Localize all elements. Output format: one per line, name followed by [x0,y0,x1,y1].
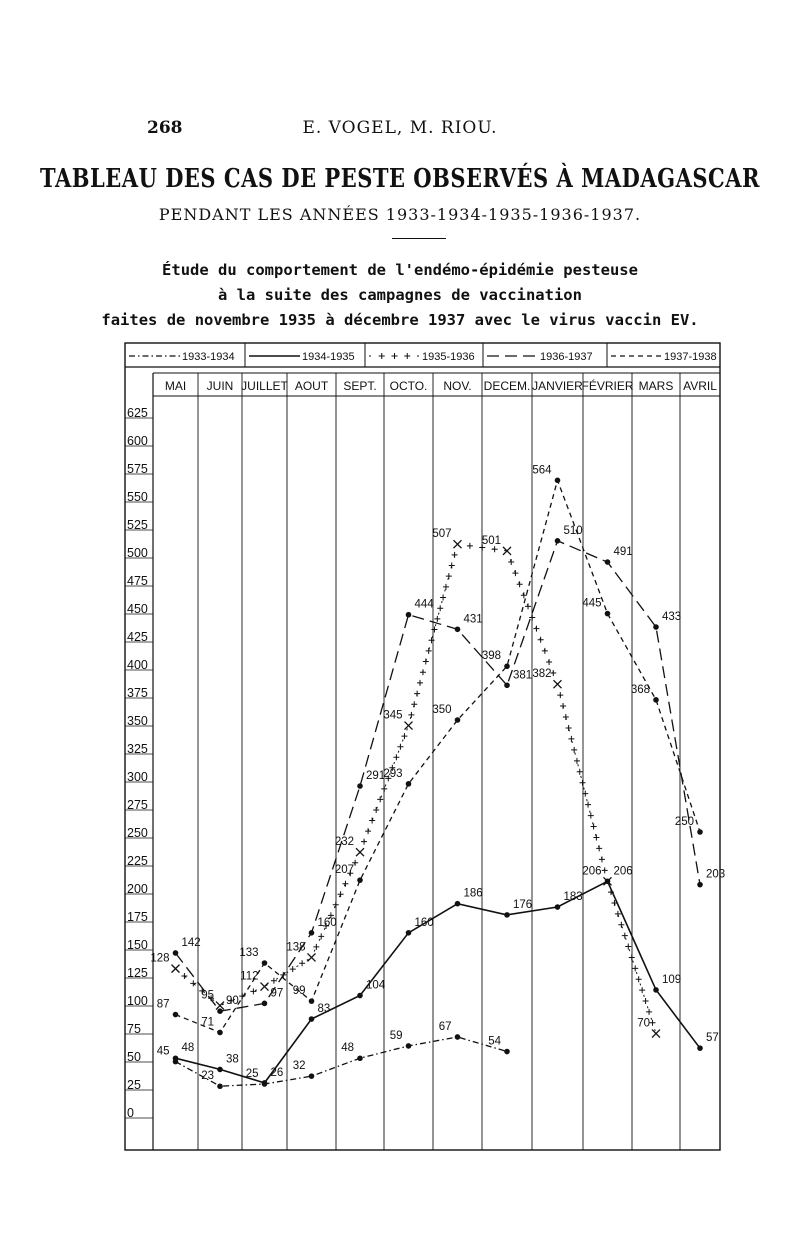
cross-marker [377,796,383,802]
month-label-février: FÉVRIER [581,379,634,393]
data-point [357,877,363,883]
data-point [309,1073,315,1079]
y-tick-label: 525 [127,518,148,532]
cross-marker [467,543,473,549]
legend-entry-3 [369,351,475,363]
data-label: 87 [156,998,170,1011]
cross-marker [408,712,414,718]
data-point [653,697,659,703]
data-point [455,626,461,632]
y-tick-label: 475 [127,574,148,588]
data-label: 206 [613,865,633,878]
data-label: 25 [245,1068,259,1080]
data-label: 176 [513,898,533,911]
cross-marker [392,353,398,359]
y-tick-label: 25 [127,1078,141,1092]
legend-label: 1934-1935 [302,351,355,363]
cross-marker [417,680,423,686]
data-label: 160 [414,916,434,929]
data-point [217,1030,223,1036]
data-point [217,1067,223,1073]
data-point [309,998,315,1004]
month-label-octo: OCTO. [389,379,428,393]
data-point [504,663,510,669]
cross-marker [622,933,628,939]
data-point [308,953,316,961]
cross-marker [397,744,403,750]
cross-marker [365,828,371,834]
data-label: 67 [438,1020,452,1033]
data-point [605,611,611,617]
data-label: 90 [226,995,239,1008]
cross-marker [181,973,187,979]
data-label: 431 [463,613,483,626]
y-tick-label: 600 [127,434,148,448]
data-point [406,1043,412,1049]
data-point [652,1030,660,1038]
cross-marker [437,605,443,611]
y-tick-label: 375 [127,686,148,700]
data-point [406,930,412,936]
data-label: 109 [662,973,682,986]
legend-entry-1 [129,351,235,363]
data-label: 71 [201,1016,214,1029]
data-label: 57 [706,1032,719,1045]
cross-marker [625,944,631,950]
cross-marker [429,637,435,643]
data-label: 45 [156,1045,170,1058]
series-line [176,544,657,1033]
series-line [176,541,701,1011]
data-point [455,717,461,723]
y-tick-label: 400 [127,658,148,672]
month-label-avril: AVRIL [683,379,717,393]
data-point [504,912,510,918]
data-label: 433 [662,611,682,624]
cross-marker [571,747,577,753]
data-label: 507 [432,528,452,541]
month-label-nov: NOV. [443,379,472,393]
cross-marker [404,353,410,359]
data-point [653,624,659,630]
cross-marker [313,944,319,950]
y-tick-label: 275 [127,798,148,812]
data-label: 491 [613,546,633,559]
data-point [555,478,561,484]
data-label: 59 [389,1029,403,1042]
legend-label: 1935-1936 [422,351,475,363]
y-tick-label: 175 [127,910,148,924]
cross-marker [190,980,196,986]
data-point [217,1008,223,1014]
cross-marker [521,592,527,598]
data-label: 142 [181,936,201,949]
y-tick-label: 300 [127,770,148,784]
running-head: E. VOGEL, M. RIOU. [302,118,498,138]
cross-marker [557,692,563,698]
cross-marker [566,725,572,731]
cross-marker [369,818,375,824]
cross-marker [546,659,552,665]
data-label: 291 [366,770,386,783]
data-label: 250 [674,816,694,828]
month-label-mai: MAI [164,379,187,393]
cross-marker [426,648,432,654]
data-point [262,1080,268,1086]
cross-marker [591,824,597,830]
cross-marker [533,626,539,632]
data-label: 382 [532,668,552,681]
cross-marker [618,922,624,928]
cross-marker [593,834,599,840]
data-point [309,930,315,936]
cross-marker [568,736,574,742]
data-label: 32 [292,1060,306,1073]
month-label-mars: MARS [638,379,674,393]
cross-marker [588,813,594,819]
cross-marker [512,570,518,576]
data-point [217,1083,223,1089]
cross-marker [379,353,385,359]
legend-entry-2 [249,351,355,363]
month-label-decem: DECEM. [483,379,531,393]
data-label: 133 [239,947,259,960]
description-line-1: Étude du comportement de l'endémo-épidémie pesteuse [162,261,638,279]
data-label: 368 [630,683,650,696]
data-point [262,1001,268,1007]
page-number: 268 [147,118,183,138]
data-point [356,848,364,856]
data-label: 99 [292,985,306,998]
y-tick-label: 325 [127,742,148,756]
y-tick-label: 0 [127,1106,134,1120]
data-label: 186 [463,887,483,900]
y-tick-label: 425 [127,630,148,644]
data-point [405,722,413,730]
y-tick-label: 625 [127,406,148,420]
cross-marker [643,998,649,1004]
cross-marker [563,714,569,720]
cross-marker [250,988,256,994]
data-point [357,1055,363,1061]
legend-entry-4 [487,351,593,363]
data-label: 564 [532,464,552,477]
y-tick-label: 150 [127,938,148,952]
cross-marker [615,911,621,917]
figure-title: TABLEAU DES CAS DE PESTE OBSERVÉS À MADAGASCAR [39,161,761,194]
cross-marker [596,845,602,851]
cross-marker [381,786,387,792]
description-line-2: à la suite des campagnes de vaccination [218,286,582,304]
data-label: 206 [582,865,602,878]
y-tick-label: 100 [127,994,148,1008]
chart-frame [125,343,720,1150]
legend-label: 1937-1938 [664,351,717,363]
legend-label: 1933-1934 [182,351,235,363]
cross-marker [299,960,305,966]
data-point [697,882,703,888]
cross-marker [434,616,440,622]
data-point [555,538,561,544]
month-label-aout: AOUT [294,379,329,393]
cross-marker [542,648,548,654]
y-tick-label: 125 [127,966,148,980]
series-1933-1934 [157,1021,510,1089]
data-point [504,1049,510,1055]
data-label: 207 [334,864,354,877]
data-label: 48 [341,1042,354,1055]
cross-marker [446,573,452,579]
data-label: 128 [150,952,170,965]
figure-subtitle: PENDANT LES ANNÉES 1933-1934-1935-1936-1937. [158,205,642,224]
data-label: 26 [270,1066,284,1079]
data-label: 381 [513,669,533,682]
data-label: 183 [563,891,583,904]
data-label: 104 [366,979,386,992]
data-point [697,829,703,835]
data-label: 112 [240,970,259,983]
data-label: 510 [563,524,583,537]
cross-marker [411,701,417,707]
y-tick-label: 75 [127,1022,141,1036]
data-label: 203 [706,868,726,881]
y-tick-label: 200 [127,882,148,896]
cross-marker [443,584,449,590]
data-point [357,783,363,789]
cross-marker [338,891,344,897]
data-point [554,680,562,688]
data-label: 83 [317,1003,331,1016]
data-point [173,1012,179,1018]
cross-marker [361,839,367,845]
cross-marker [538,637,544,643]
cross-marker [585,802,591,808]
cross-marker [646,1009,652,1015]
cross-marker [492,546,498,552]
data-point [216,1002,224,1010]
data-point [357,993,363,999]
data-label: 398 [481,650,501,663]
cross-marker [342,881,348,887]
data-point [455,901,461,907]
data-point [605,559,611,565]
y-tick-label: 500 [127,546,148,560]
y-tick-label: 50 [127,1050,141,1064]
data-point [406,612,412,618]
legend-label: 1936-1937 [540,351,593,363]
data-point [653,987,659,993]
data-label: 23 [201,1070,214,1083]
data-label: 70 [637,1017,650,1030]
data-label: 444 [414,598,434,611]
cross-marker [414,691,420,697]
data-point [261,983,269,991]
month-label-janvier: JANVIER [532,379,583,393]
data-label: 293 [383,767,403,780]
data-label: 345 [383,709,403,722]
data-point [555,904,561,910]
cross-marker [577,769,583,775]
cross-marker [629,954,635,960]
cross-marker [602,867,608,873]
data-point [455,1034,461,1040]
legend-entry-5 [611,351,717,363]
data-point [406,781,412,787]
cross-marker [373,807,379,813]
data-label: 232 [334,836,354,849]
data-label: 54 [488,1035,501,1048]
data-label: 445 [582,597,602,610]
data-point [173,1055,179,1061]
cross-marker [599,856,605,862]
y-tick-label: 575 [127,462,148,476]
cross-marker [393,754,399,760]
data-label: 350 [432,704,452,716]
data-label: 160 [317,916,337,929]
cross-marker [632,965,638,971]
cross-marker [560,703,566,709]
cross-marker [574,758,580,764]
y-tick-label: 450 [127,602,148,616]
cross-marker [271,978,277,984]
cross-marker [423,659,429,665]
cross-marker [636,976,642,982]
cross-marker [650,1020,656,1026]
cross-marker [401,733,407,739]
series-1936-1937 [173,525,725,1014]
data-label: 501 [481,534,501,547]
data-point [309,1016,315,1022]
data-point [262,960,268,966]
cross-marker [525,603,531,609]
y-tick-label: 550 [127,490,148,504]
cross-marker [580,780,586,786]
cross-marker [440,595,446,601]
data-label: 138 [286,941,306,954]
y-tick-label: 350 [127,714,148,728]
month-label-juin: JUIN [206,379,234,393]
cross-marker [333,902,339,908]
y-tick-label: 225 [127,854,148,868]
cross-marker [420,669,426,675]
cross-marker [508,559,514,565]
cross-marker [452,552,458,558]
cross-marker [517,581,523,587]
cross-marker [431,627,437,633]
data-point [504,682,510,688]
cross-marker [639,987,645,993]
description-line-3: faites de novembre 1935 à décembre 1937 avec le virus vaccin EV. [101,311,699,329]
month-label-sept: SEPT. [343,379,377,393]
data-point [454,540,462,548]
data-label: 97 [270,987,284,1000]
cross-marker [318,933,324,939]
data-point [172,965,180,973]
cross-marker [449,563,455,569]
data-point [697,1045,703,1051]
cross-marker [290,966,296,972]
data-point [173,950,179,956]
data-label: 48 [181,1042,195,1055]
y-tick-label: 250 [127,826,148,840]
month-label-juillet: JUILLET [241,379,288,393]
data-label: 38 [226,1053,239,1066]
data-label: 95 [201,989,214,1002]
